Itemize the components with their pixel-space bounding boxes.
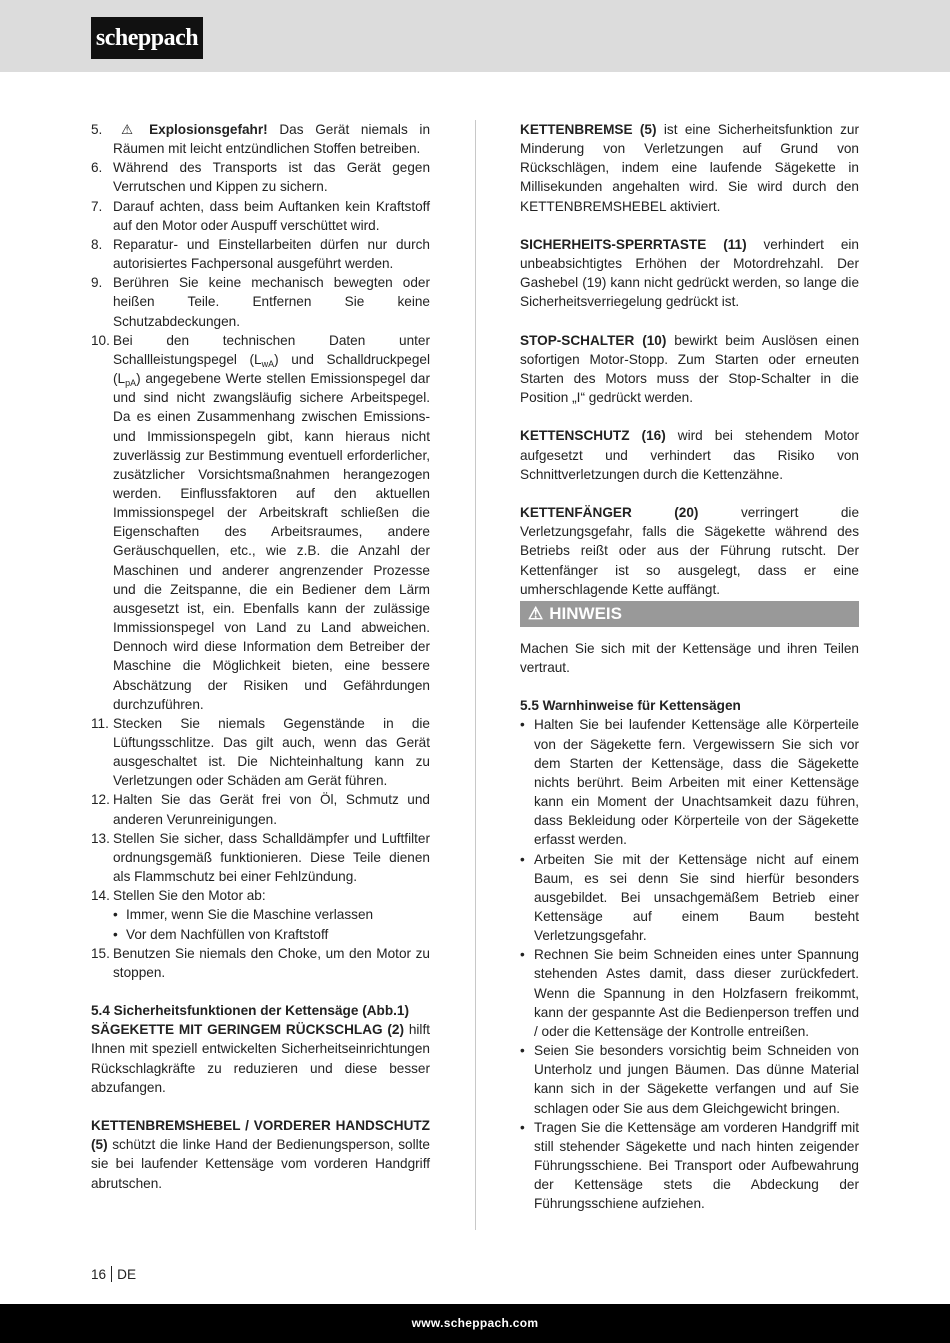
- warning-bullet: • Seien Sie besonders vorsichtig beim Schneiden von Unterholz und jungen Bäumen. Das dünne Material kann sich in der Sägekette verfangen und auf Sie schlagen oder Sie aus dem Gleichgewicht bringen.: [520, 1043, 859, 1116]
- sub-item: • Vor dem Nachfüllen von Kraftstoff: [113, 926, 329, 942]
- safety-feature-paragraph: STOP-SCHALTER (10) bewirkt beim Auslösen einen sofortigen Motor-Stopp. Zum Starten oder erneuten Starten des Motors muss der Stop-Schalter in die Position „I“ gedrückt werden.: [520, 332, 860, 406]
- column-divider: [475, 120, 476, 1230]
- hinweis-text: Machen Sie sich mit der Kettensäge und ihren Teilen vertraut.: [520, 640, 859, 675]
- warning-bullet: • Halten Sie bei laufender Kettensäge alle Körperteile von der Sägekette fern. Vergewissern Sie sich vor dem Starten der Kettensäge, dass die Sägekette nichts berührt. Beim Arbeiten mit einer Kettensäge kann ein Moment der Unachtsamkeit dazu führen, dass Bekleidung oder Körperteile von der Sägekette erfasst werden.: [520, 717, 859, 848]
- sub-item: • Immer, wenn Sie die Maschine verlassen: [113, 907, 374, 923]
- safety-feature-paragraph: KETTENFÄNGER (20) verringert die Verletzungsgefahr, falls die Sägekette während des Betriebs reißt oder aus der Führung rutscht. Der Kettenfänger ist so ausgelegt, dass er eine umherschlagende Kette auffängt.: [520, 505, 859, 597]
- warning-bullet: • Rechnen Sie beim Schneiden eines unter Spannung stehenden Astes damit, dass dieser zurückfedert. Wenn die Spannung in den Holzfasern freikommt, kann der gespannte Ast die Bedienperson treffen und / oder die Kettensäge der Kontrolle entreißen.: [520, 947, 859, 1039]
- list-item: 13. Stellen Sie sicher, dass Schalldämpfer und Luftfilter ordnungsgemäß funktionieren. Diese Teile dienen als Flammschutz bei einer Fehlzündung.: [91, 830, 430, 885]
- paragraph-saegekette: SÄGEKETTE MIT GERINGEM RÜCKSCHLAG (2) hilft Ihnen mit speziell entwickelten Sicherheitseinrichtungen Rückschlagkräfte zu reduzieren und diese besser abzufangen.: [91, 1022, 430, 1095]
- scheppach-logo: [91, 17, 203, 59]
- footer-url: www.scheppach.com: [411, 1316, 539, 1330]
- logo-text: scheppach: [95, 25, 199, 51]
- hinweis-label: HINWEIS: [549, 603, 622, 623]
- page-number: 16 DE: [91, 1267, 137, 1282]
- section-heading-5-5: 5.5 Warnhinweise für Kettensägen: [520, 698, 741, 714]
- right-column: [520, 120, 859, 1214]
- list-item: 14. Stellen Sie den Motor ab:: [91, 888, 266, 904]
- safety-feature-paragraph: KETTENSCHUTZ (16) wird bei stehendem Motor aufgesetzt und verhindert das Risiko von Schnittverletzungen durch die Kettenzähne.: [520, 428, 859, 482]
- safety-feature-paragraph: SICHERHEITS-SPERRTASTE (11) verhindert ein unbeabsichtigtes Erhöhen der Motordrehzahl. Der Gashebel (19) kann nicht gedrückt werden, so lange die Sicherheitsverriegelung gedrückt ist.: [520, 236, 859, 310]
- list-item: 6. Während des Transports ist das Gerät gegen Verrutschen und Kippen zu sichern.: [91, 160, 430, 195]
- list-item-10: 10. Bei den technischen Daten unter Schallleistungspegel $(L_{wA})$ und Schalldruckpegel $(L_{pA})$ angegebene Werte stellen Emissionspegel dar und sind nicht zwangsläufig sichere Arbeitspegel. Da es einen Zusammenhang zwischen Emissions- und Immissionspegeln gibt, kann hieraus nicht zuverlässig zur Bestimmung eventuell erforderlicher, zusätzlicher Vorsichtsmaßnahmen herangezogen werden. Einflussfaktoren auf den aktuellen Immissionspegel der Arbeitskraft schließen die Eigenschaften des Arbeitsraumes, andere Geräuschquellen, etc., wie z.B. die Anzahl der Maschinen und anderer angrenzender Prozesse und die Zeitspanne, die ein Bediener dem Lärm ausgesetzt ist, ein. Ebenfalls kann der zulässige Immissionspegel von Land zu Land abweichen. Dennoch wird diese Information dem Betreiber der Maschine die Möglichkeit bieten, eine bessere Abschätzung der Risiken und Gefährdungen durchzuführen.: [91, 332, 430, 712]
- list-item: 7. Darauf achten, dass beim Auftanken kein Kraftstoff auf den Motor oder Auspuff verschüttet wird.: [91, 198, 430, 233]
- section-heading-5-4: 5.4 Sicherheitsfunktionen der Kettensäge (Abb.1): [91, 1003, 410, 1019]
- left-column: [91, 120, 430, 1193]
- warning-bullet: • Tragen Sie die Kettensäge am vorderen Handgriff mit still stehender Sägekette und nach hinten zeigender Führungsschiene. Bei Transport oder Aufbewahrung der Kettensäge stets die Abdeckung der Führungsschiene aufziehen.: [520, 1119, 859, 1212]
- list-item-15: 15. Benutzen Sie niemals den Choke, um den Motor zu stoppen.: [91, 945, 430, 980]
- page-header: [0, 0, 950, 72]
- warning-icon: ⚠: [528, 603, 544, 623]
- safety-feature-paragraph: KETTENBREMSE (5) ist eine Sicherheitsfunktion zur Minderung von Verletzungen auf Grund von Rückschlägen, indem eine laufende Sägekette in Millisekunden angehalten wird. Sie wird durch den KETTENBREMSHEBEL aktiviert.: [520, 122, 859, 214]
- list-item: 11. Stecken Sie niemals Gegenstände in die Lüftungsschlitze. Das gilt auch, wenn das Gerät ausgeschaltet ist. Die Nichteinhaltung kann zu Verletzungen oder Schäden am Gerät führen.: [91, 715, 430, 789]
- list-item: 5. ⚠ Explosionsgefahr! Das Gerät niemals in Räumen mit leicht entzündlichen Stoffen betreiben.: [91, 122, 431, 157]
- list-item: 9. Berühren Sie keine mechanisch bewegten oder heißen Teile. Entfernen Sie keine Schutzabdeckungen.: [91, 275, 430, 329]
- list-item: 8. Reparatur- und Einstellarbeiten dürfen nur durch autorisiertes Fachpersonal ausgeführt werden.: [91, 236, 430, 272]
- paragraph-kettenbremshebel: KETTENBREMSHEBEL / VORDERER HANDSCHUTZ (5) schützt die linke Hand der Bedienungsperson, sollte sie bei laufender Kettensäge vom vorderen Handgriff abrutschen.: [91, 1118, 430, 1191]
- list-item: 12. Halten Sie das Gerät frei von Öl, Schmutz und anderen Verunreinigungen.: [91, 792, 430, 827]
- hinweis-banner: [520, 601, 859, 627]
- warning-bullet: • Arbeiten Sie mit der Kettensäge nicht auf einem Baum, es sei denn Sie sind hierfür besonders ausgebildet. Bei unsachgemäßem Betrieb einer Kettensäge auf einem Baum besteht Verletzungsgefahr.: [520, 851, 859, 944]
- page-footer: [0, 1304, 950, 1343]
- warning-icon: ⚠: [121, 122, 142, 137]
